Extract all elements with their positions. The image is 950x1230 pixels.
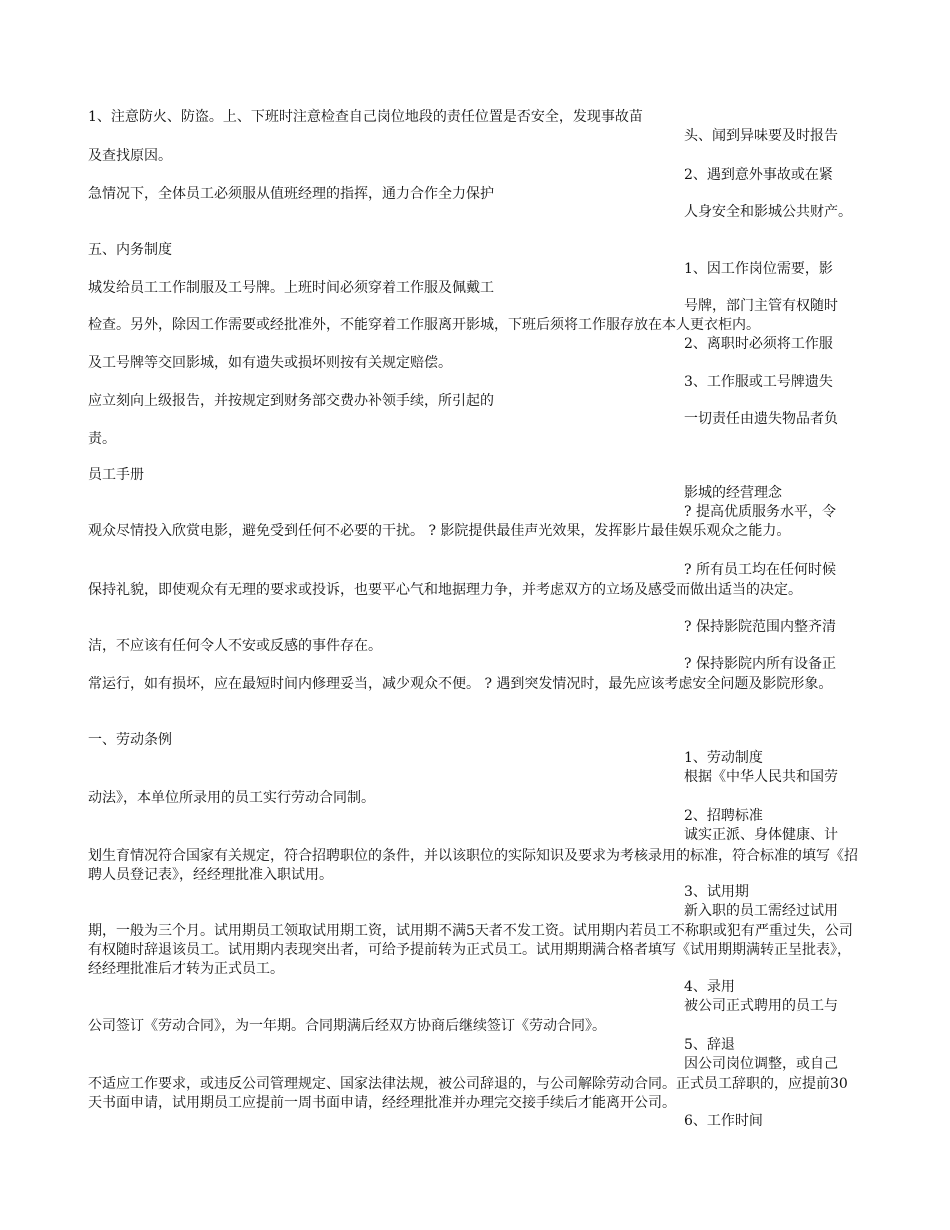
text-line: 一切责任由遗失物品者负: [684, 411, 838, 427]
text-line: 急情况下，全体员工必须服从值班经理的指挥，通力合作全力保护: [88, 186, 494, 202]
text-paragraph: 不适应工作要求，或违反公司管理规定、国家法律法规，被公司辞退的，与公司解除劳动合同。正式员工辞职的，应提前30天书面申请，试用期员工应提前一周书面申请，经经理批准并办理完交接手续后才能离开公司。: [88, 1076, 848, 1111]
text-paragraph: 划生育情况符合国家有关规定，符合招聘职位的条件，并以该职位的实际知识及要求为考核录用的标准，符合标准的填写《招聘人员登记表》，经经理批准入职试用。: [88, 848, 858, 883]
text-line: 洁，不应该有任何令人不安或反感的事件存在。: [88, 638, 382, 654]
text-line: 2、遇到意外事故或在紧: [684, 167, 833, 183]
text-line: ? 提高优质服务水平，令: [684, 504, 836, 520]
text-line: 号牌，部门主管有权随时: [684, 298, 838, 314]
section-heading: 影城的经营理念: [684, 485, 782, 501]
text-line: 根据《中华人民共和国劳: [684, 769, 838, 785]
text-line: 被公司正式聘用的员工与: [684, 998, 838, 1014]
subsection-heading: 4、录用: [684, 979, 735, 995]
text-line: 新入职的员工需经过试用: [684, 903, 838, 919]
text-line: 及工号牌等交回影城，如有遗失或损坏则按有关规定赔偿。: [88, 355, 452, 371]
text-paragraph: 观众尽情投入欣赏电影，避免受到任何不必要的干扰。 ? 影院提供最佳声光效果，发挥影片最佳娱乐观众之能力。: [88, 523, 791, 539]
text-line: 检查。另外，除因工作需要或经批准外，不能穿着工作服离开影城，下班后须将工作服存放在本人更衣柜内。: [88, 317, 760, 333]
subsection-heading: 2、招聘标准: [684, 808, 763, 824]
subsection-heading: 3、试用期: [684, 884, 749, 900]
text-line: ? 保持影院范围内整齐清: [684, 619, 836, 635]
subsection-heading: 5、辞退: [684, 1037, 735, 1053]
text-line: 应立刻向上级报告，并按规定到财务部交费办补领手续，所引起的: [88, 393, 494, 409]
text-line: 头、闻到异味要及时报告: [684, 128, 838, 144]
section-heading: 员工手册: [88, 467, 144, 483]
text-line: 城发给员工工作制服及工号牌。上班时间必须穿着工作服及佩戴工: [88, 280, 494, 296]
subsection-heading: 1、劳动制度: [684, 750, 763, 766]
text-line: 人身安全和影城公共财产。: [684, 204, 852, 220]
text-line: 公司签订《劳动合同》，为一年期。合同期满后经双方协商后继续签订《劳动合同》。: [88, 1018, 606, 1034]
subsection-heading: 6、工作时间: [684, 1113, 763, 1129]
section-heading: 一、劳动条例: [88, 732, 172, 748]
text-paragraph: 期，一般为三个月。试用期员工领取试用期工资，试用期不满5天者不发工资。试用期内若员工不称职或犯有严重过失，公司有权随时辞退该员工。试用期内表现突出者，可给予提前转为正式员工。试用期期满合格者填写《试用期期满转正呈批表》，经经理批准后才转为正式员工。: [88, 923, 853, 977]
text-line: 及查找原因。: [88, 148, 172, 164]
text-line: 2、离职时必须将工作服: [684, 336, 833, 352]
text-line: 动法》，本单位所录用的员工实行劳动合同制。: [88, 790, 375, 806]
text-line: 因公司岗位调整，或自己: [684, 1056, 838, 1072]
text-line: ? 保持影院内所有设备正: [684, 656, 836, 672]
text-paragraph: 常运行，如有损坏，应在最短时间内修理妥当，减少观众不便。 ? 遇到突发情况时，最先应该考虑安全问题及影院形象。: [88, 676, 833, 692]
text-line: 1、注意防火、防盗。上、下班时注意检查自己岗位地段的责任位置是否安全，发现事故苗: [88, 109, 643, 125]
text-line: 3、工作服或工号牌遗失: [684, 374, 833, 390]
text-line: 责。: [88, 431, 116, 447]
text-paragraph: 保持礼貌，即使观众有无理的要求或投诉，也要平心气和地据理力争，并考虑双方的立场及感受而做出适当的决定。: [88, 582, 802, 598]
text-line: ? 所有员工均在任何时候: [684, 562, 836, 578]
section-heading: 五、内务制度: [88, 242, 172, 258]
text-line: 诚实正派、身体健康、计: [684, 827, 838, 843]
text-line: 1、因工作岗位需要，影: [684, 261, 833, 277]
